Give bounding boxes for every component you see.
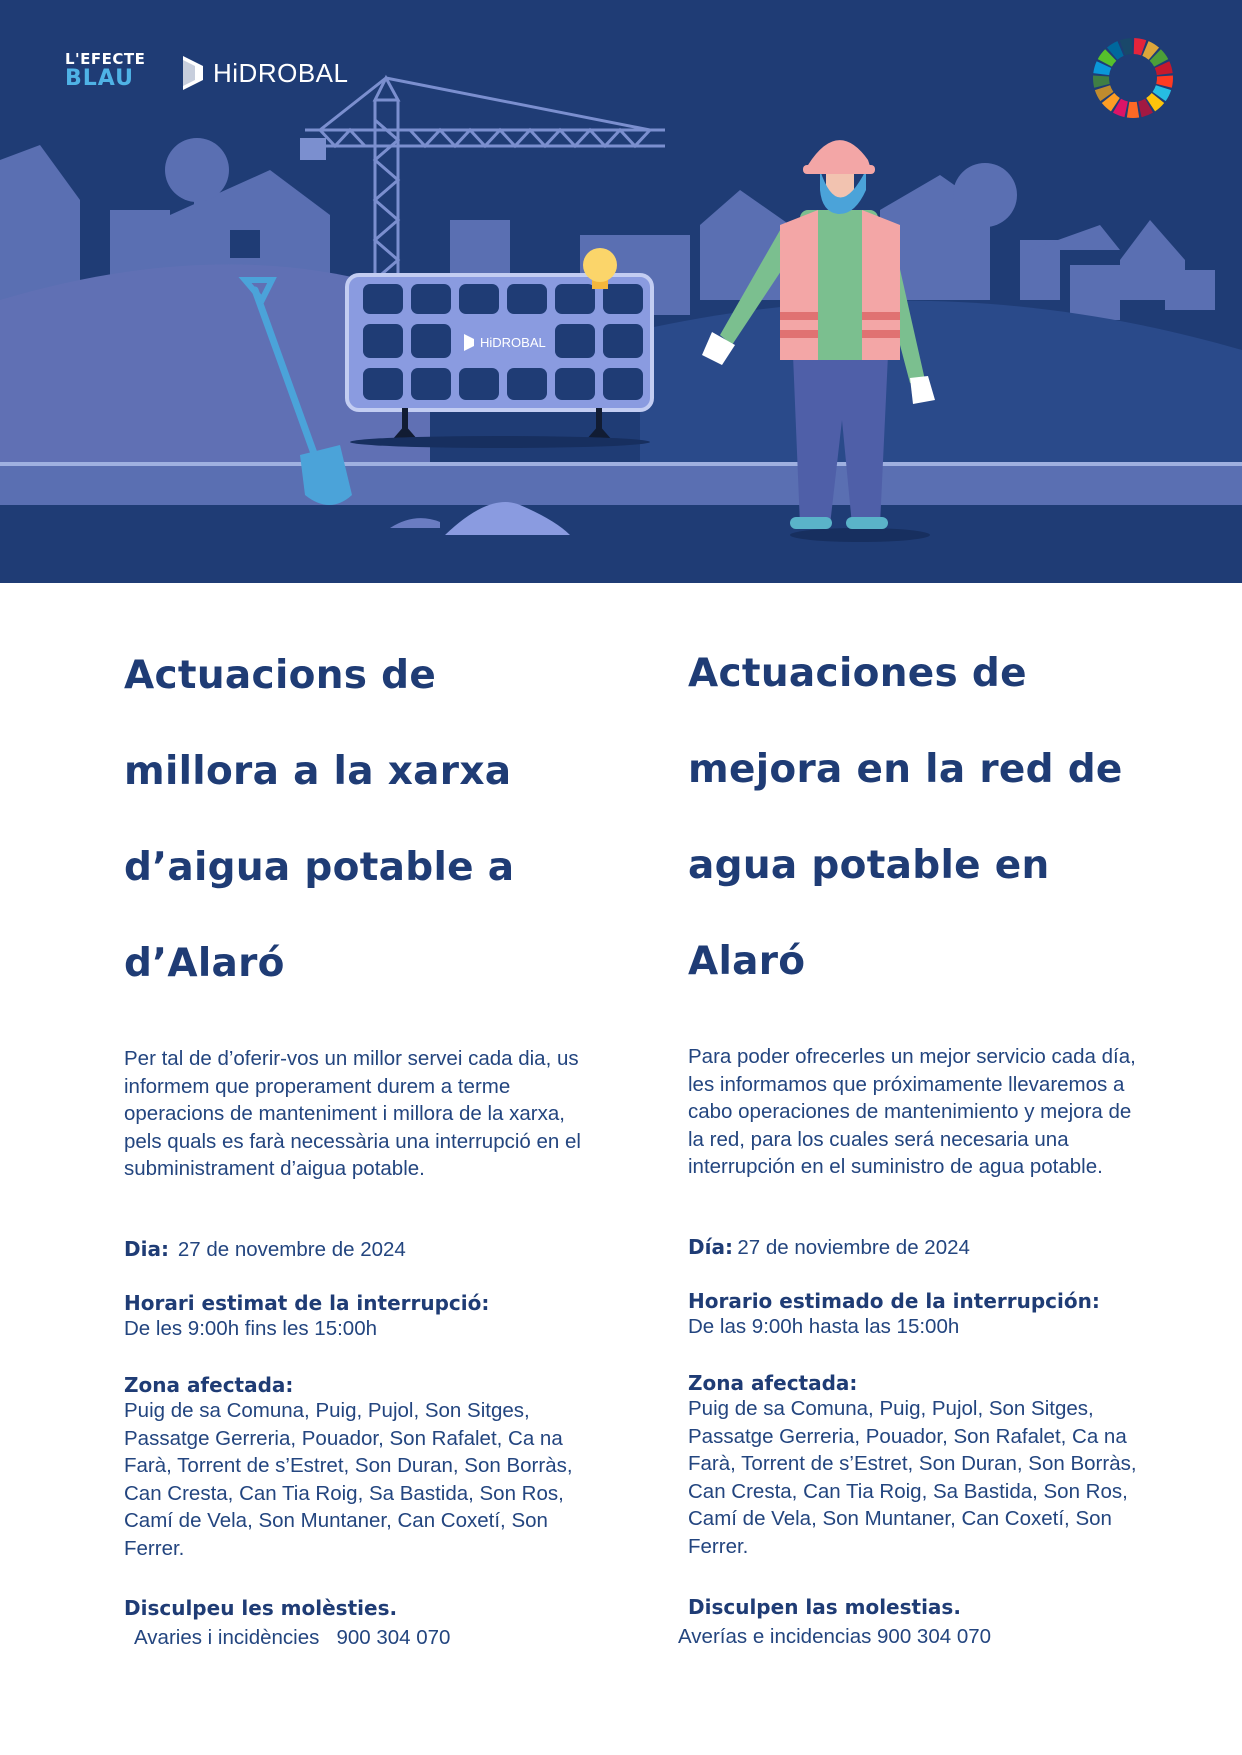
sdg-wheel-segment (1127, 102, 1139, 118)
spanish-apology: Disculpen las molestias. (688, 1595, 961, 1619)
catalan-schedule-label: Horari estimat de la interrupció: (124, 1291, 490, 1315)
catalan-zone (124, 1373, 594, 1563)
catalan-footer (124, 1596, 450, 1652)
spanish-footer (678, 1595, 992, 1651)
catalan-schedule-value: De les 9:00h fins les 15:00h (124, 1317, 377, 1340)
spanish-zone (688, 1371, 1158, 1561)
catalan-date-value: 27 de novembre de 2024 (177, 1238, 406, 1261)
spanish-schedule-value: De las 9:00h hasta las 15:00h (688, 1315, 960, 1338)
efecte-blau-logo (65, 52, 145, 90)
logo-efecte-line1: L'EFECTE (65, 50, 146, 68)
catalan-title-line-4: d’Alaró (124, 941, 285, 986)
spanish-schedule (688, 1289, 1100, 1341)
spanish-date-label: Día: (688, 1235, 733, 1259)
spanish-date (688, 1234, 970, 1262)
hidrobal-logo (183, 56, 348, 90)
spanish-zone-label: Zona afectada: (688, 1371, 858, 1395)
catalan-apology: Disculpeu les molèsties. (124, 1596, 398, 1620)
header-banner (0, 0, 1242, 583)
spanish-contact: Averías e incidencias 900 304 070 (678, 1625, 992, 1648)
spanish-title-line-1: Actuaciones de (688, 651, 1027, 696)
spanish-intro: Para poder ofrecerles un mejor servicio cada día, les informamos que próximamente llevaremos a cabo operaciones de mantenimiento y mejora de la red, para los cuales será necesaria una interrupción en el suministro de agua potable. (688, 1045, 1136, 1179)
fence-hidrobal-label (464, 334, 546, 351)
catalan-schedule (124, 1291, 489, 1343)
catalan-title-line-2: millora a la xarxa (124, 749, 512, 794)
catalan-contact: Avaries i incidències 900 304 070 (134, 1626, 451, 1649)
logo-efecte-line2: BLAU (65, 66, 135, 91)
catalan-column (124, 628, 624, 1649)
catalan-intro: Per tal de d’oferir-vos un millor servei cada dia, us informem que properament durem a terme operacions de manteniment i millora de la xarxa, pels quals es farà necessària una interrupció en el subministrament d’aigua potable. (124, 1047, 581, 1181)
spanish-title-line-4: Alaró (688, 939, 806, 984)
fence-label-text: HiDROBAL (480, 335, 546, 350)
spanish-date-value: 27 de noviembre de 2024 (737, 1236, 970, 1259)
spanish-title-line-3: agua potable en (688, 843, 1050, 888)
sdg-wheel-segment (1156, 76, 1173, 88)
catalan-title-line-1: Actuacions de (124, 653, 437, 698)
spanish-zone-value: Puig de sa Comuna, Puig, Pujol, Son Sitges, Passatge Gerreria, Pouador, Son Rafalet, Ca na Farà, Torrent de s’Estret, Son Duran, Son Borràs, Can Cresta, Can Tia Roig, Sa Bastida, Son Ros, Camí de Vela, Son Muntaner, Can Coxetí, Son Ferrer. (688, 1397, 1137, 1558)
catalan-title (124, 628, 624, 1012)
spanish-column (678, 628, 1168, 1648)
spanish-title-line-2: mejora en la red de (688, 747, 1123, 792)
hidrobal-logo-text: HiDROBAL (213, 57, 349, 88)
sdg-wheel-icon (1091, 36, 1175, 120)
spanish-schedule-label: Horario estimado de la interrupción: (688, 1289, 1100, 1313)
catalan-date-label: Dia: (124, 1237, 169, 1261)
catalan-title-line-3: d’aigua potable a (124, 845, 515, 890)
sdg-wheel-segment (1093, 76, 1110, 88)
catalan-date (124, 1236, 406, 1264)
catalan-zone-label: Zona afectada: (124, 1373, 294, 1397)
catalan-zone-value: Puig de sa Comuna, Puig, Pujol, Son Sitges, Passatge Gerreria, Pouador, Son Rafalet, Ca na Farà, Torrent de s’Estret, Son Duran, Son Borràs, Can Cresta, Can Tia Roig, Sa Bastida, Son Ros, Camí de Vela, Son Muntaner, Can Coxetí, Son Ferrer. (124, 1399, 573, 1560)
hidrobal-logo-icon (183, 56, 203, 90)
spanish-title (688, 626, 1168, 1010)
hidrobal-logo-icon (464, 334, 474, 351)
